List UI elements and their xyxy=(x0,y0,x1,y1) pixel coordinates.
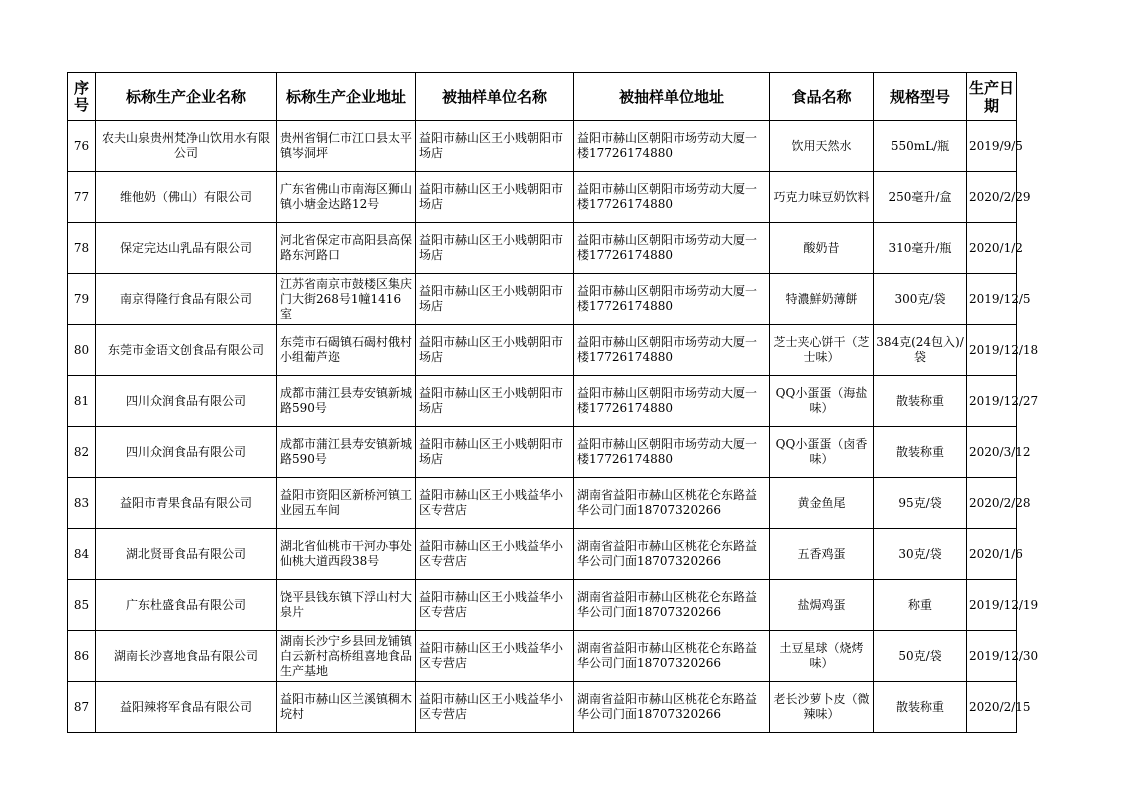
cell-sampled-unit-name: 益阳市赫山区王小贱朝阳市场店 xyxy=(416,427,574,478)
cell-sampled-unit-address: 益阳市赫山区朝阳市场劳动大厦一楼17726174880 xyxy=(574,223,770,274)
cell-food-name: 五香鸡蛋 xyxy=(770,529,874,580)
cell-manufacturer-name: 南京得隆行食品有限公司 xyxy=(96,274,277,325)
cell-production-date: 2020/2/28 xyxy=(967,478,1017,529)
cell-food-name: 芝士夹心饼干（芝士味） xyxy=(770,325,874,376)
cell-spec: 550mL/瓶 xyxy=(874,121,967,172)
cell-seq: 77 xyxy=(68,172,96,223)
cell-manufacturer-name: 东莞市金语文创食品有限公司 xyxy=(96,325,277,376)
cell-food-name: 盐焗鸡蛋 xyxy=(770,580,874,631)
cell-seq: 82 xyxy=(68,427,96,478)
header-production-date: 生产日期 xyxy=(967,73,1017,121)
cell-spec: 称重 xyxy=(874,580,967,631)
table-row xyxy=(68,631,1017,682)
cell-sampled-unit-name: 益阳市赫山区王小贱朝阳市场店 xyxy=(416,172,574,223)
cell-manufacturer-name: 四川众润食品有限公司 xyxy=(96,427,277,478)
cell-sampled-unit-name: 益阳市赫山区王小贱朝阳市场店 xyxy=(416,376,574,427)
cell-spec: 散装称重 xyxy=(874,376,967,427)
cell-production-date: 2019/12/19 xyxy=(967,580,1017,631)
cell-manufacturer-name: 四川众润食品有限公司 xyxy=(96,376,277,427)
cell-food-name: 饮用天然水 xyxy=(770,121,874,172)
cell-manufacturer-address: 益阳市赫山区兰溪镇稠木垸村 xyxy=(277,682,416,733)
cell-manufacturer-name: 维他奶（佛山）有限公司 xyxy=(96,172,277,223)
table-row xyxy=(68,478,1017,529)
cell-seq: 83 xyxy=(68,478,96,529)
cell-seq: 87 xyxy=(68,682,96,733)
table-row xyxy=(68,580,1017,631)
cell-seq: 79 xyxy=(68,274,96,325)
header-sampled-unit-address: 被抽样单位地址 xyxy=(574,73,770,121)
cell-production-date: 2019/12/18 xyxy=(967,325,1017,376)
cell-seq: 80 xyxy=(68,325,96,376)
cell-sampled-unit-address: 湖南省益阳市赫山区桃花仑东路益华公司门面18707320266 xyxy=(574,580,770,631)
cell-manufacturer-name: 广东杜盛食品有限公司 xyxy=(96,580,277,631)
cell-spec: 30克/袋 xyxy=(874,529,967,580)
header-food-name: 食品名称 xyxy=(770,73,874,121)
cell-manufacturer-name: 保定完达山乳品有限公司 xyxy=(96,223,277,274)
cell-production-date: 2019/12/27 xyxy=(967,376,1017,427)
cell-sampled-unit-address: 益阳市赫山区朝阳市场劳动大厦一楼17726174880 xyxy=(574,274,770,325)
cell-manufacturer-name: 益阳辣将军食品有限公司 xyxy=(96,682,277,733)
header-manufacturer-address: 标称生产企业地址 xyxy=(277,73,416,121)
cell-sampled-unit-name: 益阳市赫山区王小贱益华小区专营店 xyxy=(416,580,574,631)
table-row xyxy=(68,172,1017,223)
cell-food-name: 老长沙萝卜皮（微辣味） xyxy=(770,682,874,733)
cell-spec: 散装称重 xyxy=(874,682,967,733)
cell-production-date: 2020/1/2 xyxy=(967,223,1017,274)
cell-sampled-unit-address: 益阳市赫山区朝阳市场劳动大厦一楼17726174880 xyxy=(574,376,770,427)
header-row xyxy=(68,73,1017,121)
cell-manufacturer-address: 贵州省铜仁市江口县太平镇岑洞坪 xyxy=(277,121,416,172)
cell-sampled-unit-address: 益阳市赫山区朝阳市场劳动大厦一楼17726174880 xyxy=(574,427,770,478)
cell-sampled-unit-name: 益阳市赫山区王小贱朝阳市场店 xyxy=(416,223,574,274)
cell-manufacturer-address: 河北省保定市高阳县高保路东河路口 xyxy=(277,223,416,274)
cell-production-date: 2019/9/5 xyxy=(967,121,1017,172)
cell-sampled-unit-address: 湖南省益阳市赫山区桃花仑东路益华公司门面18707320266 xyxy=(574,529,770,580)
cell-manufacturer-address: 益阳市资阳区新桥河镇工业园五车间 xyxy=(277,478,416,529)
cell-production-date: 2020/2/29 xyxy=(967,172,1017,223)
cell-sampled-unit-address: 益阳市赫山区朝阳市场劳动大厦一楼17726174880 xyxy=(574,325,770,376)
cell-manufacturer-address: 东莞市石碣镇石碣村俄村小组葡芦迩 xyxy=(277,325,416,376)
cell-food-name: 巧克力味豆奶饮料 xyxy=(770,172,874,223)
cell-sampled-unit-name: 益阳市赫山区王小贱益华小区专营店 xyxy=(416,478,574,529)
cell-manufacturer-address: 江苏省南京市鼓楼区集庆门大街268号1幢1416室 xyxy=(277,274,416,325)
header-spec: 规格型号 xyxy=(874,73,967,121)
cell-spec: 250毫升/盒 xyxy=(874,172,967,223)
cell-sampled-unit-name: 益阳市赫山区王小贱益华小区专营店 xyxy=(416,529,574,580)
cell-food-name: 黄金鱼尾 xyxy=(770,478,874,529)
cell-sampled-unit-address: 益阳市赫山区朝阳市场劳动大厦一楼17726174880 xyxy=(574,121,770,172)
cell-seq: 86 xyxy=(68,631,96,682)
cell-production-date: 2019/12/5 xyxy=(967,274,1017,325)
sampling-table xyxy=(67,72,1039,733)
cell-manufacturer-address: 湖北省仙桃市干河办事处仙桃大道西段38号 xyxy=(277,529,416,580)
cell-sampled-unit-address: 益阳市赫山区朝阳市场劳动大厦一楼17726174880 xyxy=(574,172,770,223)
cell-sampled-unit-name: 益阳市赫山区王小贱益华小区专营店 xyxy=(416,631,574,682)
cell-sampled-unit-address: 湖南省益阳市赫山区桃花仑东路益华公司门面18707320266 xyxy=(574,478,770,529)
cell-sampled-unit-name: 益阳市赫山区王小贱朝阳市场店 xyxy=(416,325,574,376)
cell-manufacturer-address: 成都市蒲江县寿安镇新城路590号 xyxy=(277,376,416,427)
cell-sampled-unit-address: 湖南省益阳市赫山区桃花仑东路益华公司门面18707320266 xyxy=(574,631,770,682)
cell-spec: 散装称重 xyxy=(874,427,967,478)
cell-food-name: 酸奶昔 xyxy=(770,223,874,274)
cell-seq: 76 xyxy=(68,121,96,172)
cell-spec: 300克/袋 xyxy=(874,274,967,325)
cell-production-date: 2020/3/12 xyxy=(967,427,1017,478)
cell-seq: 78 xyxy=(68,223,96,274)
cell-sampled-unit-name: 益阳市赫山区王小贱朝阳市场店 xyxy=(416,121,574,172)
cell-food-name: 土豆星球（烧烤味） xyxy=(770,631,874,682)
cell-production-date: 2020/2/15 xyxy=(967,682,1017,733)
cell-food-name: QQ小蛋蛋（卤香味） xyxy=(770,427,874,478)
table-row xyxy=(68,529,1017,580)
header-seq: 序号 xyxy=(68,73,96,121)
cell-manufacturer-address: 湖南长沙宁乡县回龙铺镇白云新村高桥组喜地食品生产基地 xyxy=(277,631,416,682)
cell-seq: 85 xyxy=(68,580,96,631)
header-manufacturer-name: 标称生产企业名称 xyxy=(96,73,277,121)
cell-production-date: 2020/1/6 xyxy=(967,529,1017,580)
cell-sampled-unit-address: 湖南省益阳市赫山区桃花仑东路益华公司门面18707320266 xyxy=(574,682,770,733)
cell-manufacturer-address: 成都市蒲江县寿安镇新城路590号 xyxy=(277,427,416,478)
cell-seq: 81 xyxy=(68,376,96,427)
cell-manufacturer-address: 广东省佛山市南海区狮山镇小塘金达路12号 xyxy=(277,172,416,223)
cell-production-date: 2019/12/30 xyxy=(967,631,1017,682)
table-row xyxy=(68,121,1017,172)
table-row xyxy=(68,376,1017,427)
cell-manufacturer-name: 湖南长沙喜地食品有限公司 xyxy=(96,631,277,682)
cell-spec: 50克/袋 xyxy=(874,631,967,682)
cell-manufacturer-name: 益阳市青果食品有限公司 xyxy=(96,478,277,529)
table-row xyxy=(68,682,1017,733)
cell-sampled-unit-name: 益阳市赫山区王小贱益华小区专营店 xyxy=(416,682,574,733)
cell-manufacturer-name: 湖北贤哥食品有限公司 xyxy=(96,529,277,580)
cell-manufacturer-name: 农夫山泉贵州梵净山饮用水有限公司 xyxy=(96,121,277,172)
header-sampled-unit-name: 被抽样单位名称 xyxy=(416,73,574,121)
cell-manufacturer-address: 饶平县钱东镇下浮山村大泉片 xyxy=(277,580,416,631)
table-row xyxy=(68,274,1017,325)
table-row xyxy=(68,427,1017,478)
cell-seq: 84 xyxy=(68,529,96,580)
cell-sampled-unit-name: 益阳市赫山区王小贱朝阳市场店 xyxy=(416,274,574,325)
cell-food-name: QQ小蛋蛋（海盐味） xyxy=(770,376,874,427)
cell-spec: 95克/袋 xyxy=(874,478,967,529)
cell-food-name: 特濃鮮奶薄餅 xyxy=(770,274,874,325)
cell-spec: 310毫升/瓶 xyxy=(874,223,967,274)
table-row xyxy=(68,223,1017,274)
cell-spec: 384克(24包入)/袋 xyxy=(874,325,967,376)
table-row xyxy=(68,325,1017,376)
